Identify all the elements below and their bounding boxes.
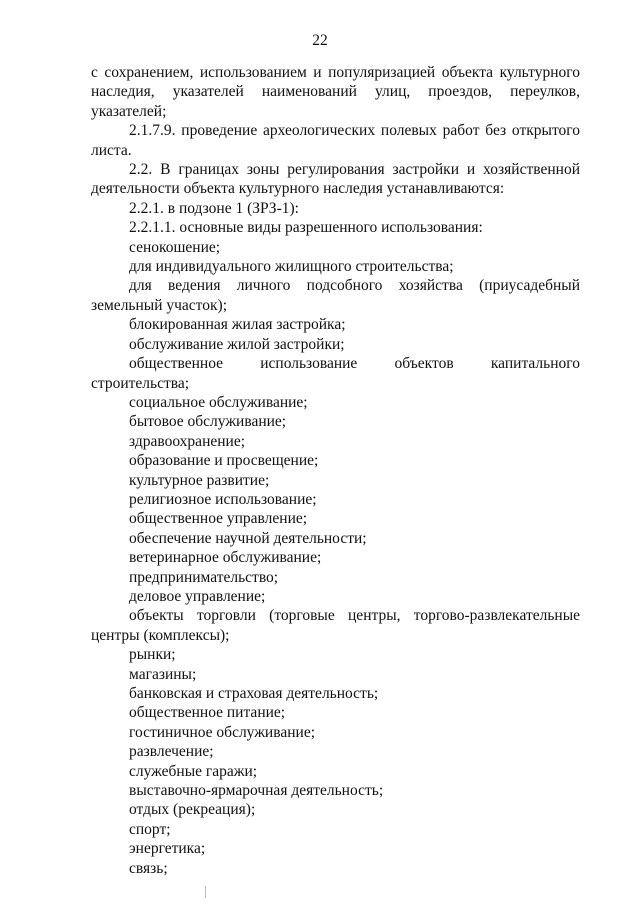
list-item: энергетика; [129,840,206,858]
list-item: обслуживание жилой застройки; [129,335,345,353]
list-item: образование и просвещение; [129,452,319,470]
list-item: социальное обслуживание; [129,393,308,411]
list-item: блокированная жилая застройка; [129,316,346,334]
paragraph-2-2-1-1: 2.2.1.1. основные виды разрешенного использования: [129,219,483,237]
list-item: бытовое обслуживание; [129,413,287,431]
list-item: религиозное использование; [129,490,317,508]
list-item: для индивидуального жилищного строительства; [129,258,454,276]
list-item: деловое управление; [129,587,266,605]
list-item: общественное питание; [129,704,286,722]
list-item: общественное использование объектов капитального строительства; [91,355,580,392]
paragraph-2-2-1: 2.2.1. в подзоне 1 (ЗРЗ-1): [129,199,299,217]
list-item: здравоохранение; [129,432,246,450]
paragraph-continuation: с сохранением, использованием и популяризацией объекта культурного наследия, указателей наименований улиц, проездов, переулков, указателей; [91,64,580,120]
list-item: предпринимательство; [129,568,279,586]
list-item: ветеринарное обслуживание; [129,549,322,567]
list-item: для ведения личного подсобного хозяйства (приусадебный земельный участок); [91,277,580,314]
paragraph-2-1-7-9: 2.1.7.9. проведение археологических полевых работ без открытого листа. [91,122,580,159]
list-item: отдых (рекреация); [129,801,256,819]
page-number: 22 [312,32,328,49]
list-item: объекты торговли (торговые центры, торгово-развлекательные центры (комплексы); [91,607,580,644]
list-item: гостиничное обслуживание; [129,723,315,741]
list-item: общественное управление; [129,510,308,528]
permitted-use-list [91,238,580,878]
list-item: связь; [129,859,168,877]
list-item: развлечение; [129,743,214,761]
list-item: магазины; [129,665,197,683]
list-item: служебные гаражи; [129,762,258,780]
scan-mark [205,886,206,898]
list-item: спорт; [129,820,171,838]
list-item: выставочно-ярмарочная деятельность; [129,782,384,800]
list-item: культурное развитие; [129,471,270,489]
list-item: банковская и страховая деятельность; [129,685,379,702]
list-item: рынки; [129,646,176,664]
document-body [91,63,580,878]
paragraph-2-2: 2.2. В границах зоны регулирования застройки и хозяйственной деятельности объекта культурного наследия устанавливаются: [91,161,580,198]
list-item: сенокошение; [129,238,221,256]
list-item: обеспечение научной деятельности; [129,529,367,547]
